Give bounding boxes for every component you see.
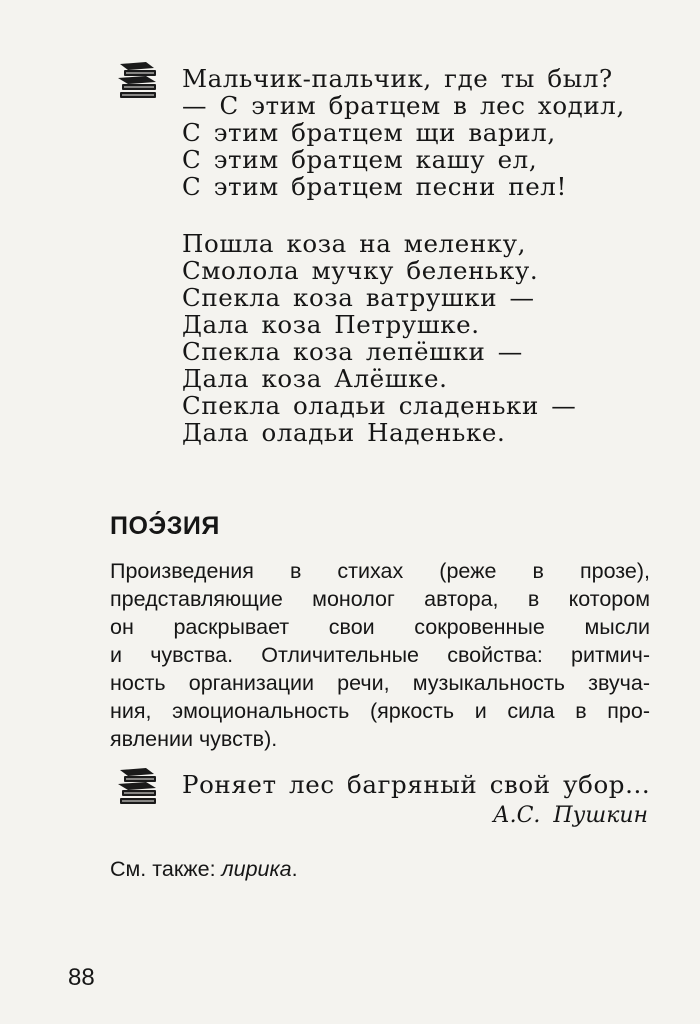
definition-line: Произведения в стихах (реже в прозе), bbox=[110, 559, 650, 583]
entry-heading: ПОЭ́ЗИЯ bbox=[110, 512, 220, 540]
quote-author: А.С. Пушкин bbox=[492, 803, 648, 828]
books-icon bbox=[116, 766, 160, 806]
quote-text: Роняет лес багряный свой убор... bbox=[182, 770, 651, 799]
poem-line: Дала коза Алёшке. bbox=[182, 364, 448, 393]
definition-line: ность организации речи, музыкальность звуча- bbox=[110, 671, 650, 695]
poem-finger-boy bbox=[182, 65, 625, 200]
poem-line: Спекла коза лепёшки — bbox=[182, 337, 523, 366]
poem-line: Пошла коза на меленку, bbox=[182, 229, 527, 258]
definition-line: ния, эмоциональность (яркость и сила в про- bbox=[110, 699, 650, 723]
definition-line: он раскрывает свои сокровенные мысли bbox=[110, 615, 650, 639]
see-also-term: лирика bbox=[221, 857, 292, 881]
poem-line: — С этим братцем в лес ходил, bbox=[182, 91, 625, 120]
page-number: 88 bbox=[68, 964, 95, 991]
poem-goat bbox=[182, 230, 576, 446]
poem-line: Спекла оладьи сладеньки — bbox=[182, 391, 577, 420]
poem-line: С этим братцем кашу ел, bbox=[182, 145, 538, 174]
poem-line: С этим братцем щи варил, bbox=[182, 118, 556, 147]
poem-line: Дала оладьи Наденьке. bbox=[182, 418, 506, 447]
see-also-suffix: . bbox=[291, 857, 298, 881]
definition-line: и чувства. Отличительные свойства: ритмич- bbox=[110, 643, 650, 667]
definition-line: представляющие монолог автора, в котором bbox=[110, 587, 650, 611]
see-also-prefix: См. также: bbox=[110, 857, 222, 881]
poem-line: Спекла коза ватрушки — bbox=[182, 283, 535, 312]
poem-line: Дала коза Петрушке. bbox=[182, 310, 480, 339]
poem-line: С этим братцем песни пел! bbox=[182, 172, 567, 201]
entry-definition bbox=[110, 557, 650, 753]
poem-line: Смолола мучку беленьку. bbox=[182, 256, 539, 285]
books-icon bbox=[116, 60, 160, 100]
definition-line: явлении чувств). bbox=[110, 727, 278, 751]
poem-line: Мальчик-пальчик, где ты был? bbox=[182, 64, 613, 93]
see-also bbox=[110, 857, 298, 882]
